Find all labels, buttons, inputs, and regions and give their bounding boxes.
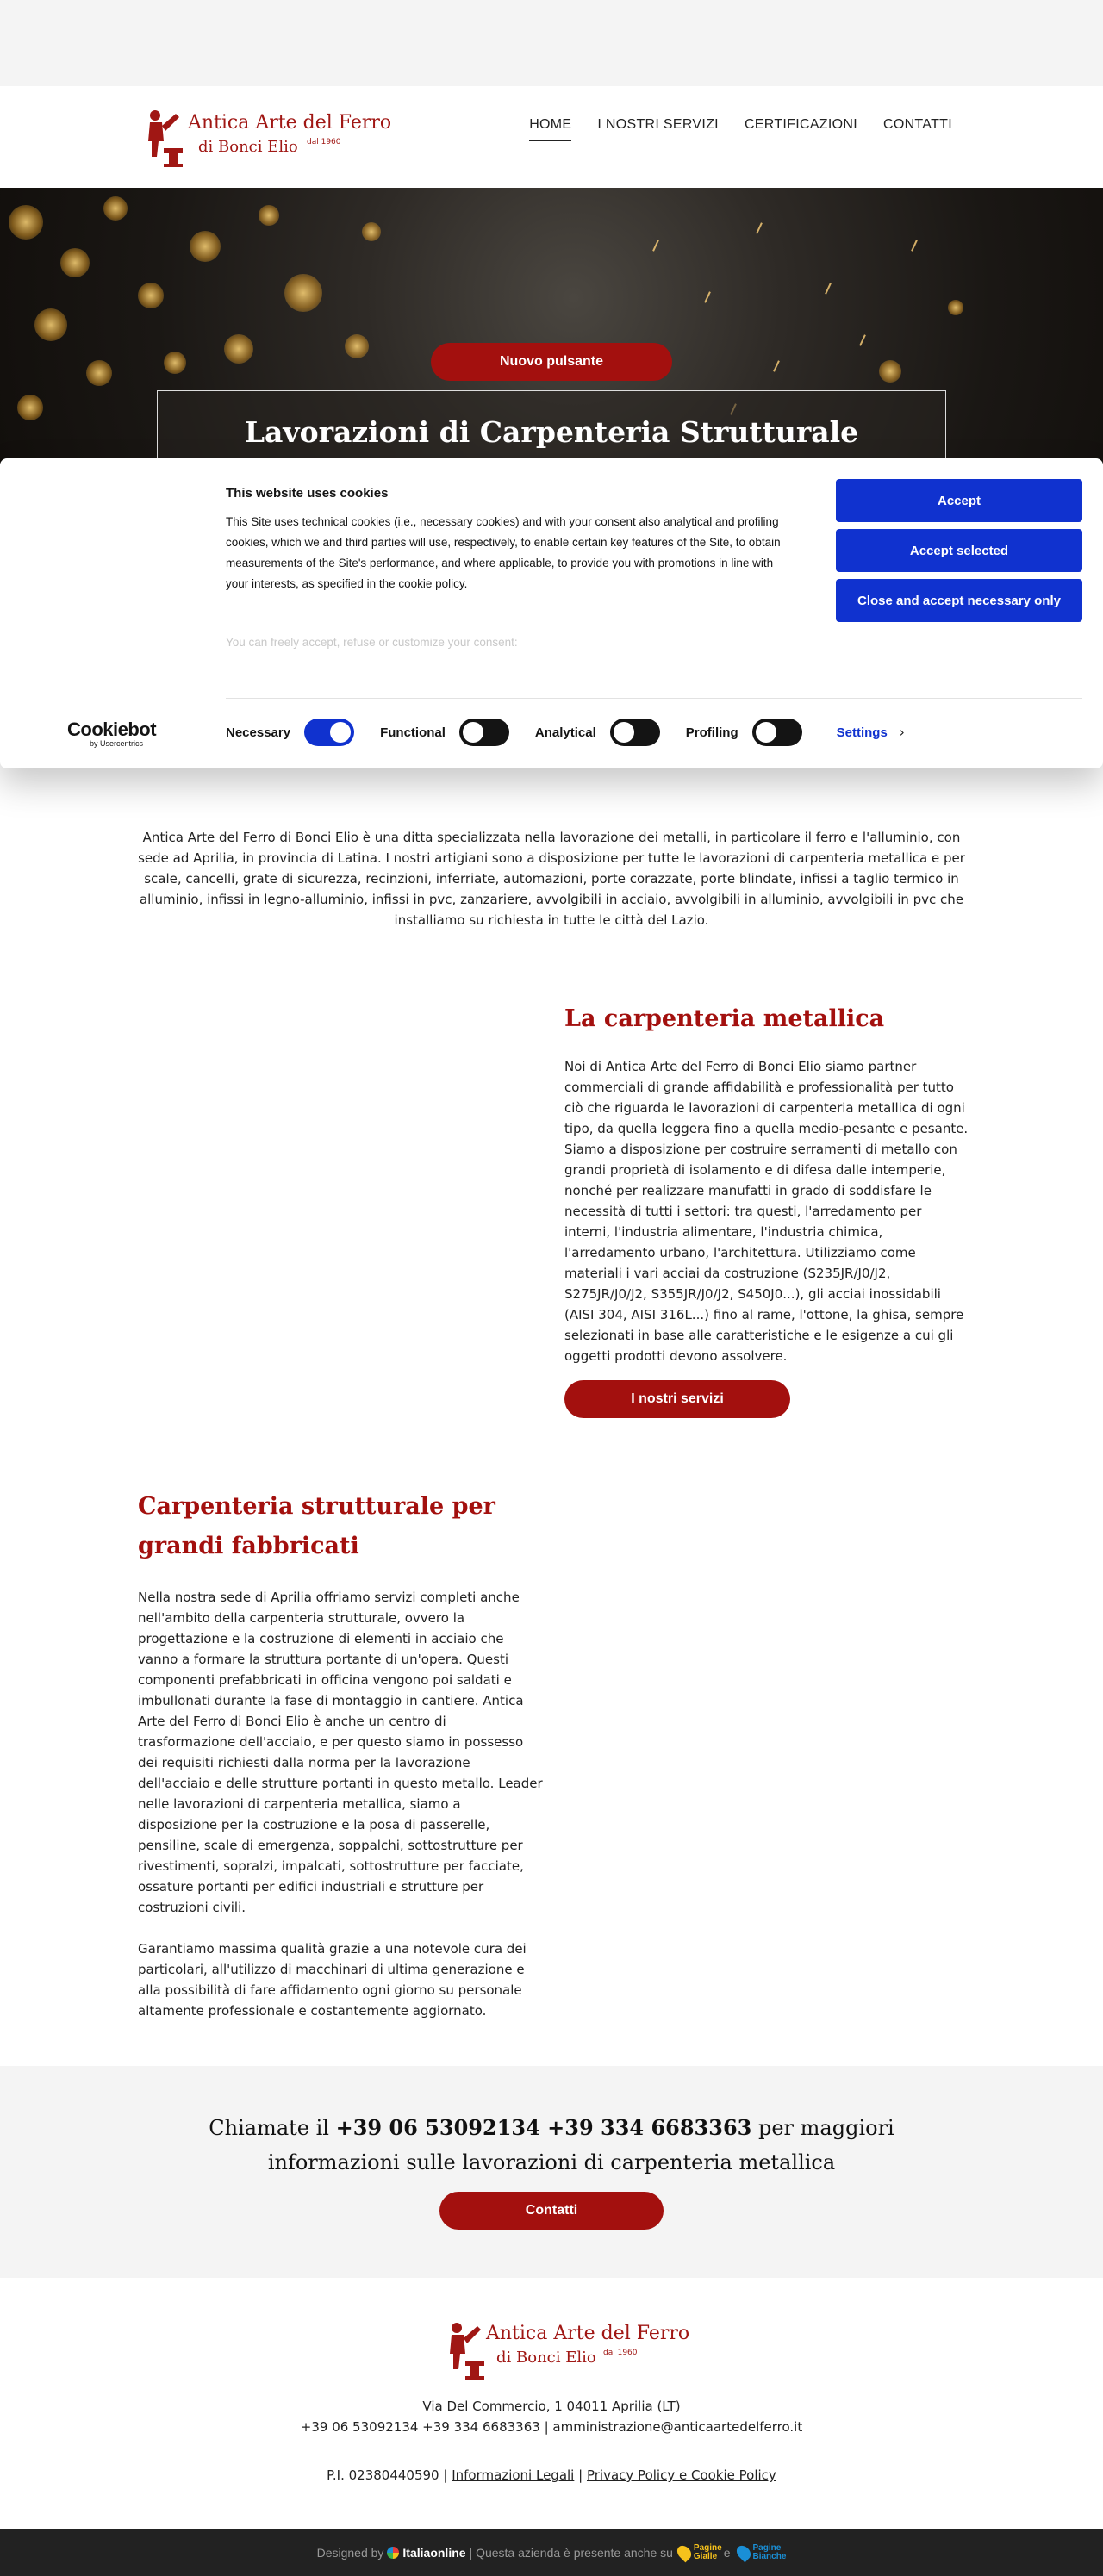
pagine-gialle-icon [675, 2543, 695, 2563]
blacksmith-icon [439, 2319, 486, 2381]
cookie-divider [226, 698, 1082, 699]
nav-item-servizi[interactable]: I NOSTRI SERVIZI [597, 117, 719, 132]
nav-item-contatti[interactable]: CONTATTI [882, 117, 952, 132]
footer-legal-link[interactable]: Informazioni Legali [452, 2467, 575, 2483]
call-to-action-band [0, 2066, 1103, 2278]
cookie-faded-text: You can freely accept, refuse or customize your consent: [226, 636, 518, 649]
footer-sep: | [443, 2467, 448, 2483]
top-strip [0, 0, 1103, 86]
site-header [0, 86, 1103, 188]
pagine-bianche-icon [733, 2543, 753, 2563]
pagine-bianche-line2: Bianche [752, 2552, 787, 2561]
call-prefix: Chiamate il [209, 2116, 336, 2140]
pagine-gialle-line2: Gialle [693, 2552, 718, 2561]
nav-item-home[interactable]: HOME [529, 117, 571, 141]
section2-body1: Nella nostra sede di Aprilia offriamo servizi completi anche nell'ambito della carpenteria strutturale, ovvero la progettazione e la costruzione di elementi in acciaio che vanno a formare la struttura portante di un'opera. Questi componenti prefabbricati in officina vengono poi saldati e imbullonati durante la fase di montaggio in cantiere. Antica Arte del Ferro di Bonci Elio è anche un centro di trasformazione dell'acciaio, e per questo siamo in possesso dei requisiti richiesti dalla norma per la lavorazione dell'acciaio e delle strutture portanti in questo metallo. Leader nelle lavorazioni di carpenteria metallica, siamo a disposizione per la costruzione e la posa di passerelle, pensiline, scale di emergenza, soppalchi, sottostrutture per rivestimenti, sopralzi, impalcati, sottostrutture per facciate, ossature portanti per edifici industriali e strutture per costruzioni civili. [138, 1590, 543, 1915]
footer-brand-line2: di Bonci Elio [496, 2349, 596, 2367]
section1-title: La carpenteria metallica [564, 1005, 885, 1032]
designed-by-label: Designed by [316, 2546, 384, 2560]
contatti-button[interactable]: Contatti [439, 2192, 664, 2230]
brand-name-line2: di Bonci Elio [198, 138, 298, 156]
section1-body: Noi di Antica Arte del Ferro di Bonci Elio siamo partner commerciali di grande affidabilità e professionalità per tutto ciò che riguarda le lavorazioni di carpenteria metallica di ogni tipo, da quella leggera fino a quella medio-pesante e pesante. Siamo a disposizione per costruire serramenti di metallo con grandi proprietà di isolamento e di difesa dalle intemperie, nonché per realizzare manufatti in grado di soddisfare le necessità di tutti i settori: tra questi, l'arredamento per interni, l'industria alimentare, l'industria chimica, l'arredamento urbano, l'architettura. Utilizziamo come materiali i vari acciai da costruzione (S235JR/J0/J2, S275JR/J0/J2, S355JR/J0/J2, S450J0...), gli acciai inossidabili (AISI 304, AISI 316L...) fino al rame, l'ottone, la ghisa, sempre selezionati in base alle caratteristiche e le esigenze a cui gli oggetti prodotti devono assolvere. [564, 1059, 969, 1364]
cookie-title: This website uses cookies [226, 486, 389, 501]
chevron-right-icon[interactable]: › [899, 725, 905, 740]
section-carpenteria-strutturale [138, 1487, 543, 2021]
cookie-accept-button[interactable]: Accept [836, 479, 1082, 522]
toggle-profiling[interactable] [752, 719, 802, 746]
site-footer [0, 2278, 1103, 2529]
bottom-bar [0, 2529, 1103, 2576]
toggle-label-functional: Functional [380, 725, 446, 740]
cookie-description: This Site uses technical cookies (i.e., necessary cookies) and with your consent also analytical and profiling cookies, which we and third parties will use, respectively, to enable certain key features of the Site, to obtain measurements of the Site's performance, and where applicable, to provide you with promotions in line with your interests, as specified in the cookie policy. [226, 515, 781, 590]
hero-banner [0, 188, 1103, 464]
brand-logo[interactable] [138, 107, 392, 169]
toggle-label-necessary: Necessary [226, 725, 291, 740]
hero-cta-button[interactable]: Nuovo pulsante [431, 343, 672, 381]
footer-brand-since: dal 1960 [603, 2349, 638, 2357]
call-text [207, 2111, 896, 2180]
blacksmith-icon [138, 107, 184, 169]
pagine-bianche-line1: Pagine [752, 2543, 782, 2553]
call-suffix: per maggiori informazioni sulle lavorazioni di carpenteria metallica [267, 2116, 894, 2175]
toggle-label-analytical: Analytical [534, 725, 596, 740]
brand-since: dal 1960 [307, 138, 341, 146]
nav-item-certificazioni[interactable]: CERTIFICAZIONI [744, 117, 857, 132]
cookie-banner [0, 458, 1103, 768]
toggle-label-profiling: Profiling [685, 725, 738, 740]
pagine-gialle-line1: Pagine [693, 2543, 722, 2553]
cookiebot-logo-sub: by Usercentrics [90, 739, 144, 748]
section2-body2: Garantiamo massima qualità grazie a una notevole cura dei particolari, all'utilizzo di macchinari di ultima generazione e alla possibilità di fare affidamento ogni giorno su personale altamente professionale e costantemente aggiornato. [138, 1941, 527, 2019]
toggle-functional[interactable] [459, 719, 509, 746]
pagine-gialle-logo[interactable] [694, 2544, 722, 2561]
footer-privacy-link[interactable]: Privacy Policy e Cookie Policy [586, 2467, 776, 2483]
footer-vat: P.I. 02380440590 [327, 2467, 439, 2483]
hero-title: Lavorazioni di Carpenteria Strutturale [244, 415, 859, 449]
italiaonline-label: Italiaonline [402, 2546, 466, 2560]
presence-text: | Questa azienda è presente anche su [469, 2546, 673, 2560]
main-nav [529, 117, 952, 141]
section-carpenteria-metallica [564, 999, 969, 1418]
intro-text: Antica Arte del Ferro di Bonci Elio è una ditta specializzata nella lavorazione dei metalli, in particolare il ferro e l'alluminio, con sede ad Aprilia, in provincia di Latina. I nostri artigiani sono a disposizione per tutte le lavorazioni di carpenteria metallica e per scale, cancelli, grate di sicurezza, recinzioni, inferriate, automazioni, porte corazzate, porte blindate, infissi a taglio termico in alluminio, infissi in legno-alluminio, infissi in pvc, zanzariere, avvolgibili in acciaio, avvolgibili in alluminio, avvolgibili in pvc che installiamo su richiesta in tutte le città del Lazio. [138, 830, 965, 928]
cookie-settings-link[interactable]: Settings [836, 725, 888, 740]
cookie-consent-toggles [226, 719, 905, 746]
and-text: e [723, 2546, 731, 2560]
section2-title: Carpenteria strutturale per grandi fabbricati [138, 1493, 495, 1559]
hero-title-box [157, 390, 946, 464]
footer-brand-line1: Antica Arte del Ferro [486, 2323, 690, 2344]
call-phones[interactable]: +39 06 53092134 +39 334 6683363 [335, 2115, 752, 2140]
italiaonline-logo[interactable] [387, 2546, 465, 2560]
cookiebot-logo: Cookiebot [67, 719, 157, 740]
pagine-bianche-logo[interactable] [753, 2544, 787, 2561]
toggle-necessary[interactable] [304, 719, 354, 746]
footer-contacts: +39 06 53092134 +39 334 6683363 | amministrazione@anticaartedelferro.it [300, 2419, 803, 2435]
footer-legal-row [0, 2467, 1103, 2483]
brand-name-line1: Antica Arte del Ferro [188, 112, 392, 134]
cookie-close-accept-necessary-button[interactable]: Close and accept necessary only [836, 579, 1082, 622]
footer-address: Via Del Commercio, 1 04011 Aprilia (LT) [422, 2399, 681, 2414]
italiaonline-icon [387, 2547, 399, 2559]
toggle-analytical[interactable] [610, 719, 660, 746]
footer-sep-2: | [578, 2467, 583, 2483]
nostri-servizi-button[interactable]: I nostri servizi [564, 1380, 790, 1418]
footer-logo[interactable] [439, 2314, 690, 2383]
cookie-accept-selected-button[interactable]: Accept selected [836, 529, 1082, 572]
